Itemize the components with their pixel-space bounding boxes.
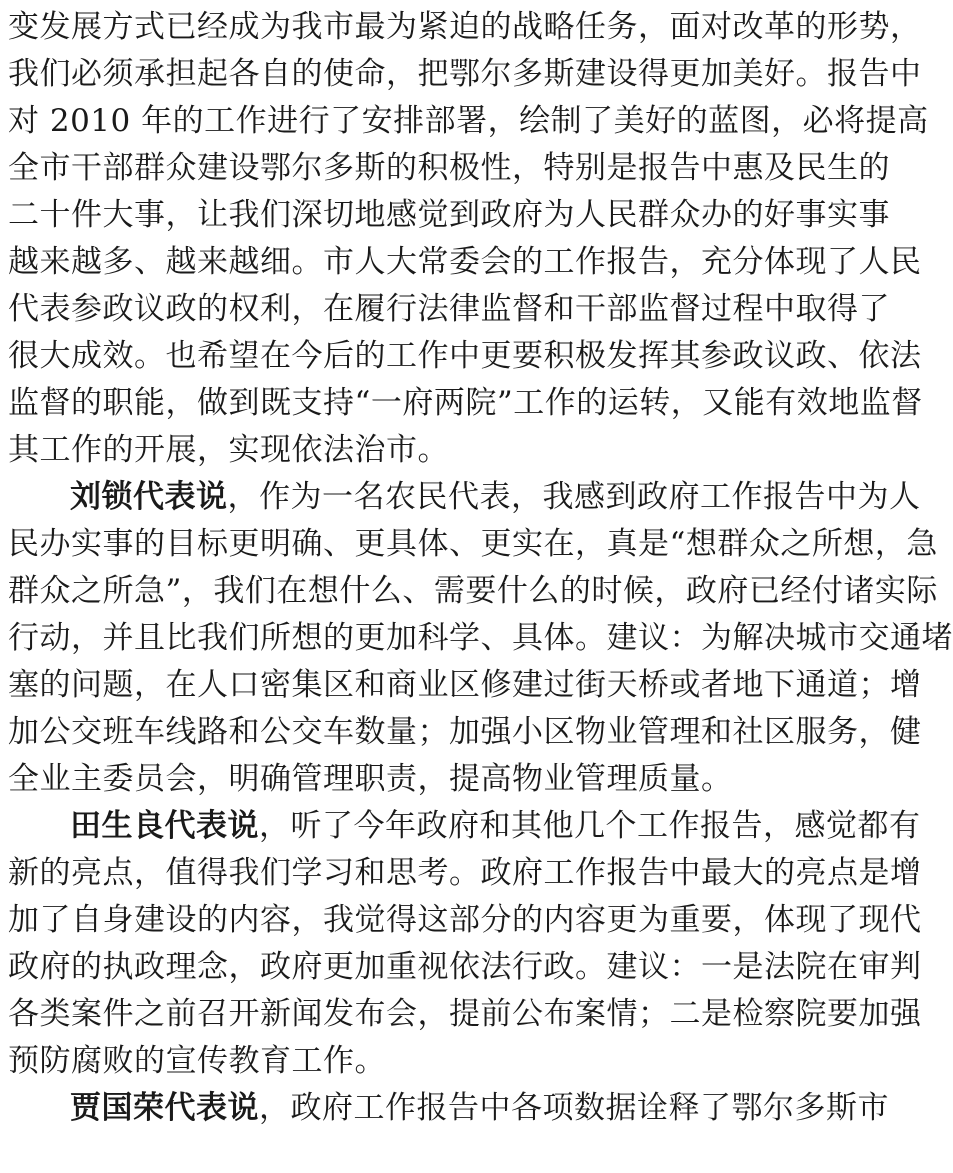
body-text-line: 我们必须承担起各自的使命，把鄂尔多斯建设得更加美好。报告中 xyxy=(8,56,922,92)
body-text-line: 二十件大事，让我们深切地感觉到政府为人民群众办的好事实事 xyxy=(8,197,890,233)
body-text-line: 新的亮点，值得我们学习和思考。政府工作报告中最大的亮点是增 xyxy=(8,855,922,891)
paragraph-first-line xyxy=(70,803,921,849)
body-text-line: 塞的问题，在人口密集区和商业区修建过街天桥或者地下通道；增 xyxy=(8,667,922,703)
body-text-line: 各类案件之前召开新闻发布会，提前公布案情；二是检察院要加强 xyxy=(8,996,922,1032)
document-page xyxy=(8,0,953,1173)
body-text-line: 加公交班车线路和公交车数量；加强小区物业管理和社区服务，健 xyxy=(8,714,922,750)
paragraph-first-line xyxy=(70,1085,889,1131)
speaker-name: 刘锁代表说 xyxy=(70,479,228,515)
body-text-line: 其工作的开展，实现依法治市。 xyxy=(8,432,449,468)
speaker-name: 田生良代表说 xyxy=(70,808,259,844)
body-text-line: 很大成效。也希望在今后的工作中更要积极发挥其参政议政、依法 xyxy=(8,338,922,374)
body-text-line: 加了自身建设的内容，我觉得这部分的内容更为重要，体现了现代 xyxy=(8,902,922,938)
body-text-line: 全业主委员会，明确管理职责，提高物业管理质量。 xyxy=(8,761,733,797)
body-text-line: 全市干部群众建设鄂尔多斯的积极性，特别是报告中惠及民生的 xyxy=(8,150,890,186)
body-text-span: ，政府工作报告中各项数据诠释了鄂尔多斯市 xyxy=(259,1090,889,1126)
paragraph-first-line xyxy=(70,474,921,520)
body-text-line: 预防腐败的宣传教育工作。 xyxy=(8,1043,386,1079)
body-text-line: 群众之所急”，我们在想什么、需要什么的时候，政府已经付诸实际 xyxy=(8,573,938,609)
body-text-line: 行动，并且比我们所想的更加科学、具体。建议：为解决城市交通堵 xyxy=(8,620,953,656)
body-text-line: 变发展方式已经成为我市最为紧迫的战略任务，面对改革的形势， xyxy=(8,9,922,45)
body-text-line: 代表参政议政的权利，在履行法律监督和干部监督过程中取得了 xyxy=(8,291,890,327)
body-text-line: 越来越多、越来越细。市人大常委会的工作报告，充分体现了人民 xyxy=(8,244,922,280)
body-text-line: 政府的执政理念，政府更加重视依法行政。建议：一是法院在审判 xyxy=(8,949,922,985)
body-text-span: ，作为一名农民代表，我感到政府工作报告中为人 xyxy=(227,479,921,515)
body-text-span: ，听了今年政府和其他几个工作报告，感觉都有 xyxy=(259,808,921,844)
body-text-line: 监督的职能，做到既支持“一府两院”工作的运转，又能有效地监督 xyxy=(8,385,923,421)
speaker-name: 贾国荣代表说 xyxy=(70,1090,259,1126)
body-text-line: 民办实事的目标更明确、更具体、更实在，真是“想群众之所想，急 xyxy=(8,526,938,562)
body-text-line: 对 2010 年的工作进行了安排部署，绘制了美好的蓝图，必将提高 xyxy=(8,103,929,139)
